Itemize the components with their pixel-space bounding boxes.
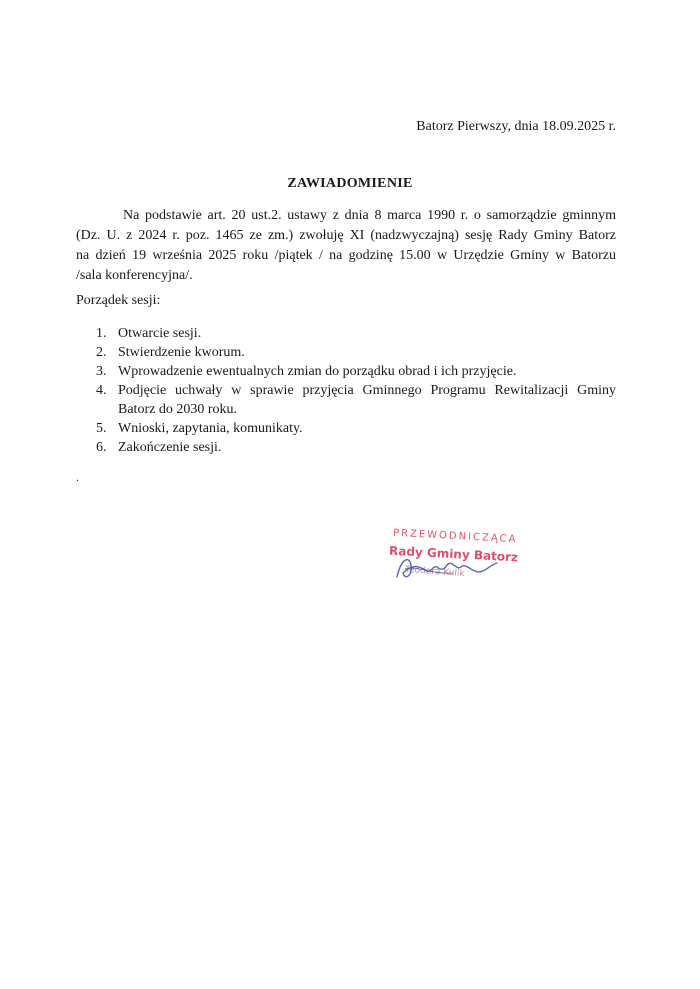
intro-line: na dzień 19 września 2025 roku /piątek / na godzinę 15.00 w Urzędzie Gminy w Batorzu xyxy=(76,248,616,263)
agenda-item xyxy=(96,343,616,362)
agenda-heading: Porządek sesji: xyxy=(76,293,161,308)
agenda-item-number: 5. xyxy=(96,421,107,436)
intro-line: Na podstawie art. 20 ust.2. ustawy z dnia 8 marca 1990 r. o samorządzie gminnym xyxy=(123,208,616,223)
agenda-item xyxy=(96,419,616,438)
stamp-council: Rady Gminy Batorz xyxy=(388,543,519,565)
document-title: ZAWIADOMIENIE xyxy=(287,176,413,191)
agenda-item xyxy=(96,381,616,419)
intro-paragraph xyxy=(76,206,616,286)
stamp-title: PRZEWODNICZĄCA xyxy=(392,527,518,546)
agenda-item-number: 4. xyxy=(96,383,107,398)
stray-mark: . xyxy=(76,470,79,484)
signature-scribble xyxy=(375,525,535,595)
stamp-name: Teodora Kulik xyxy=(404,564,465,580)
agenda-item-text: Podjęcie uchwały w sprawie przyjęcia Gminnego Programu Rewitalizacji Gminy xyxy=(118,383,616,398)
official-stamp xyxy=(375,525,535,595)
agenda-item-number: 3. xyxy=(96,364,107,379)
agenda-item-text: Stwierdzenie kworum. xyxy=(118,345,245,360)
place-date: Batorz Pierwszy, dnia 18.09.2025 r. xyxy=(416,119,616,134)
agenda-item-text: Otwarcie sesji. xyxy=(118,326,202,341)
agenda-item xyxy=(96,438,616,457)
agenda-item xyxy=(96,362,616,381)
agenda-item xyxy=(96,324,616,343)
agenda-item-text-continued: Batorz do 2030 roku. xyxy=(118,402,237,417)
agenda-item-number: 2. xyxy=(96,345,107,360)
agenda-item-number: 1. xyxy=(96,326,107,341)
agenda-item-text: Zakończenie sesji. xyxy=(118,440,222,455)
agenda-item-text: Wnioski, zapytania, komunikaty. xyxy=(118,421,303,436)
agenda-item-number: 6. xyxy=(96,440,107,455)
agenda-list xyxy=(96,324,616,457)
agenda-item-text: Wprowadzenie ewentualnych zmian do porządku obrad i ich przyjęcie. xyxy=(118,364,517,379)
intro-line: (Dz. U. z 2024 r. poz. 1465 ze zm.) zwołuję XI (nadzwyczajną) sesję Rady Gminy Batorz xyxy=(76,228,616,243)
intro-line: /sala konferencyjna/. xyxy=(76,268,193,283)
